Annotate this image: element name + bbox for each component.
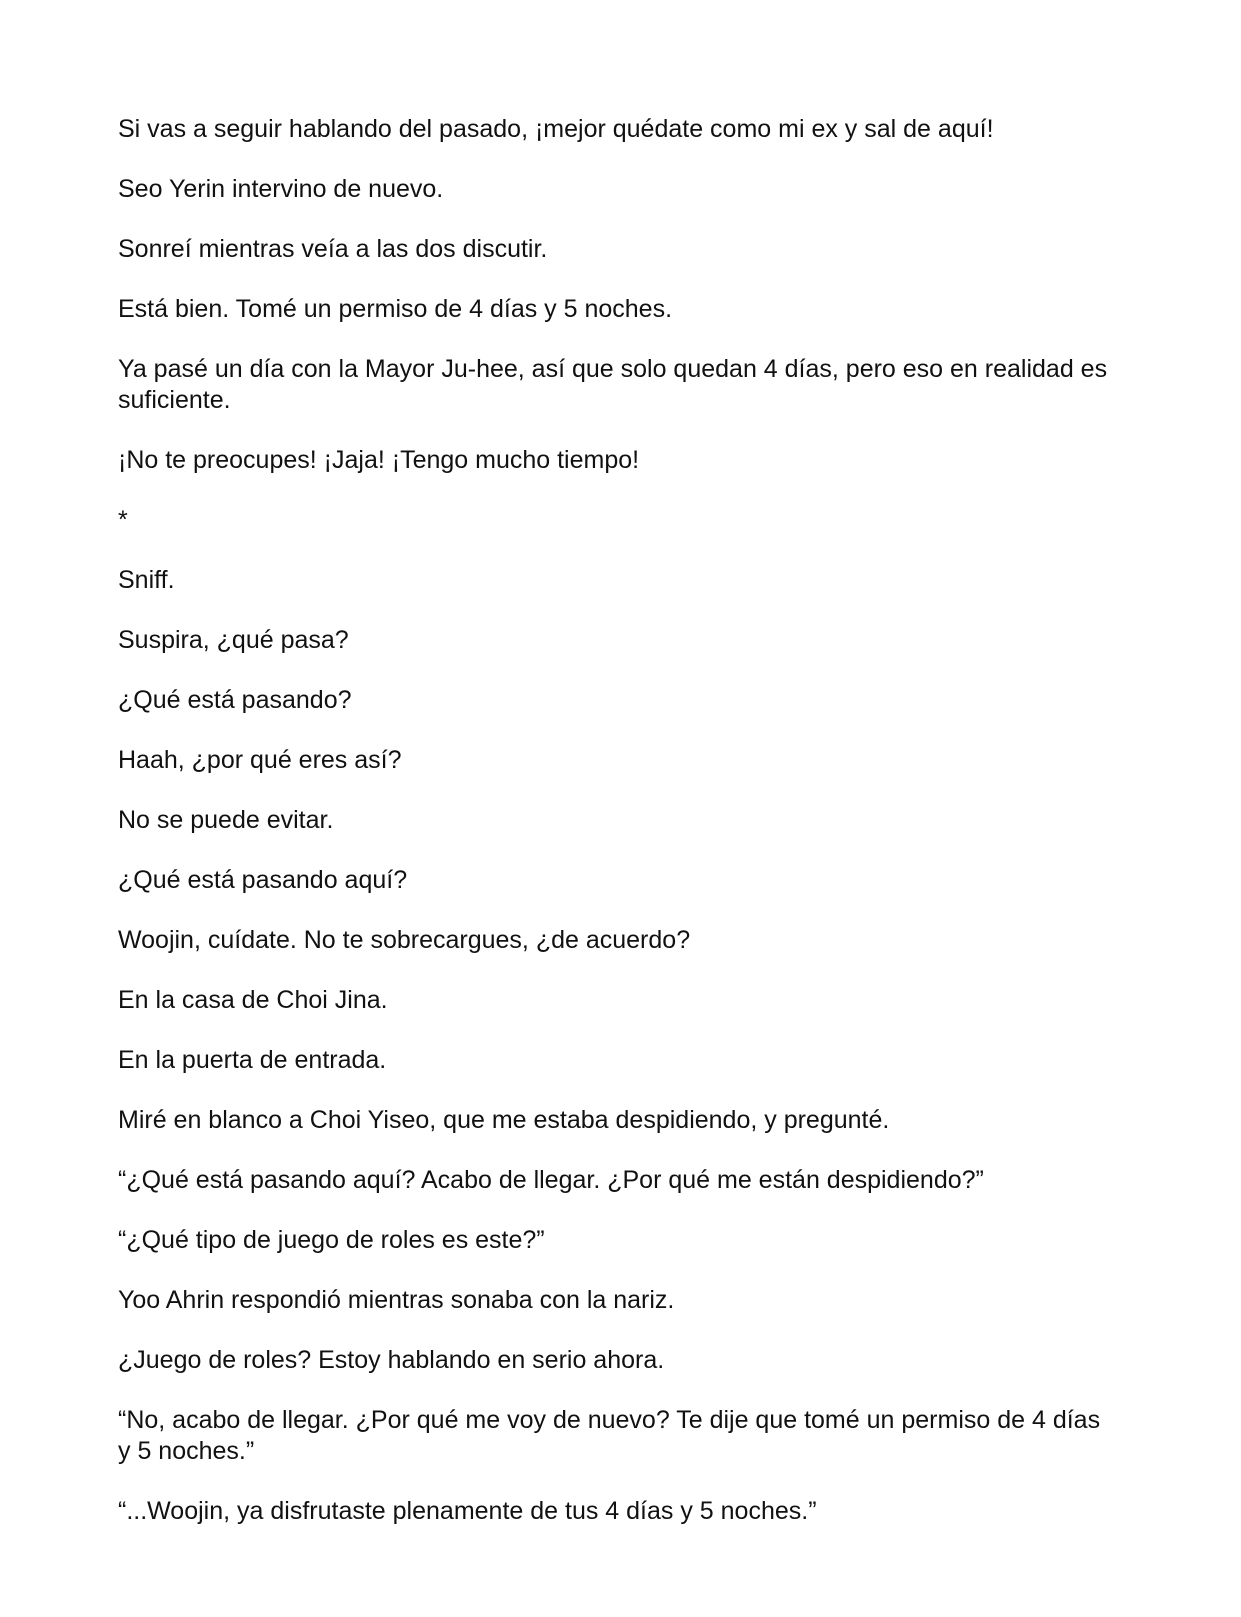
paragraph: Haah, ¿por qué eres así? [118,746,402,774]
paragraph: En la casa de Choi Jina. [118,986,388,1014]
paragraph: Suspira, ¿qué pasa? [118,626,349,654]
paragraph: No se puede evitar. [118,806,334,834]
paragraph: “¿Qué está pasando aquí? Acabo de llegar. ¿Por qué me están despidiendo?” [118,1166,984,1194]
paragraph: Yoo Ahrin respondió mientras sonaba con la nariz. [118,1286,675,1314]
paragraph: ¿Juego de roles? Estoy hablando en serio ahora. [118,1346,665,1374]
paragraph: ¿Qué está pasando aquí? [118,866,408,894]
paragraph: Miré en blanco a Choi Yiseo, que me estaba despidiendo, y pregunté. [118,1106,890,1134]
paragraph: ¿Qué está pasando? [118,686,352,714]
paragraph: “No, acabo de llegar. ¿Por qué me voy de nuevo? Te dije que tomé un permiso de 4 días y 5 noches.” [118,1406,1101,1465]
paragraph: ¡No te preocupes! ¡Jaja! ¡Tengo mucho tiempo! [118,446,640,474]
document-body [118,114,1118,1556]
paragraph: En la puerta de entrada. [118,1046,387,1074]
scene-break: * [118,506,128,534]
paragraph: “¿Qué tipo de juego de roles es este?” [118,1226,545,1254]
paragraph: Ya pasé un día con la Mayor Ju-hee, así que solo quedan 4 días, pero eso en realidad es suficiente. [118,355,1108,414]
paragraph: Woojin, cuídate. No te sobrecargues, ¿de acuerdo? [118,926,691,954]
paragraph: Si vas a seguir hablando del pasado, ¡mejor quédate como mi ex y sal de aquí! [118,115,994,143]
paragraph: Está bien. Tomé un permiso de 4 días y 5 noches. [118,295,673,323]
paragraph: “...Woojin, ya disfrutaste plenamente de tus 4 días y 5 noches.” [118,1497,817,1525]
paragraph: Seo Yerin intervino de nuevo. [118,175,444,203]
paragraph: Sonreí mientras veía a las dos discutir. [118,235,548,263]
paragraph: Sniff. [118,566,175,594]
